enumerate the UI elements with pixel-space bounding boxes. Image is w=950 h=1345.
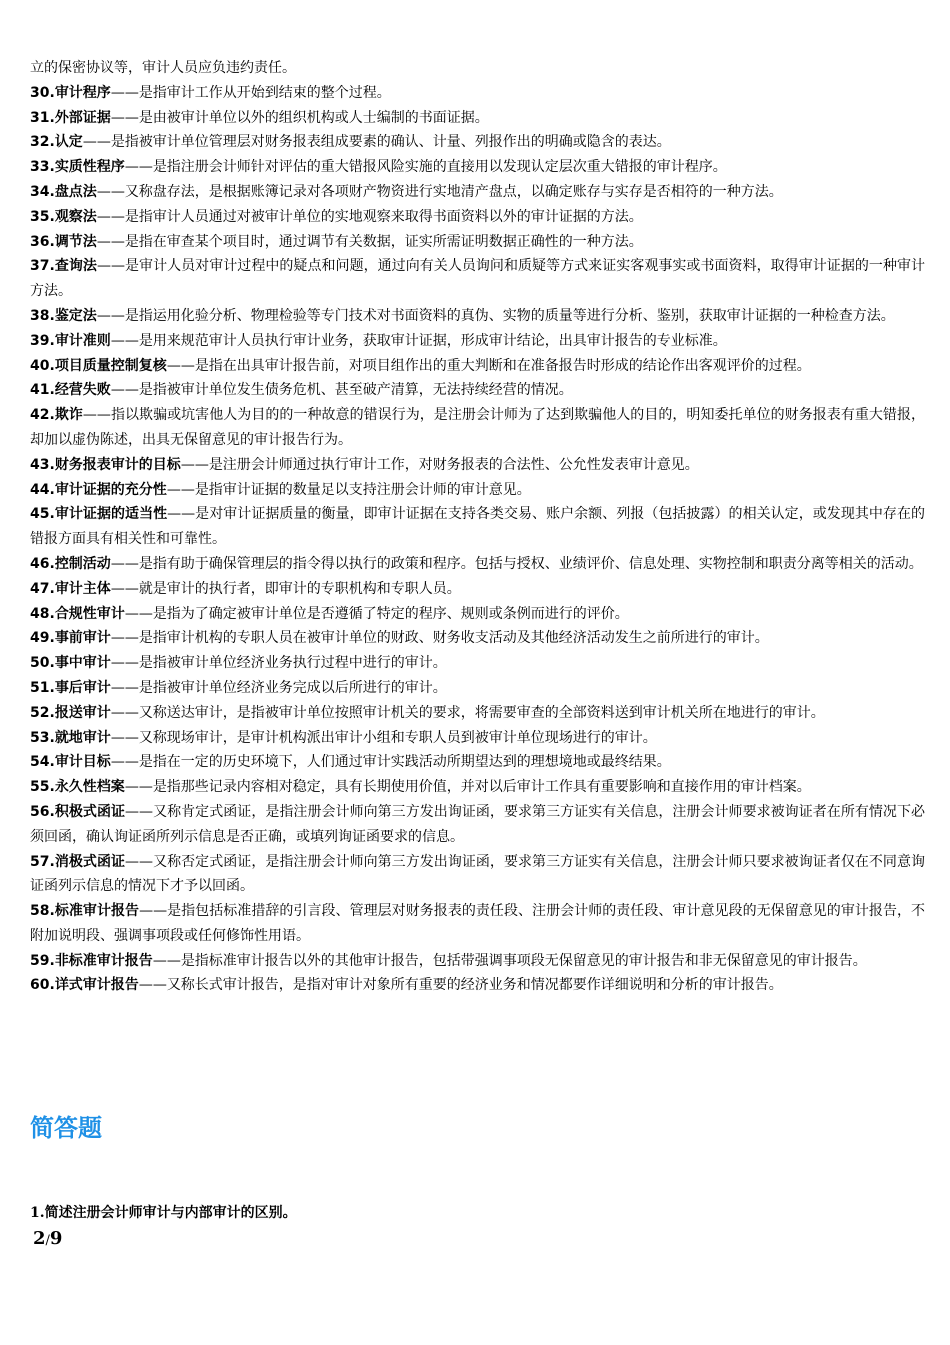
entry-number: 55. — [30, 779, 55, 796]
glossary-entry — [30, 378, 925, 403]
glossary-entry — [30, 502, 925, 552]
entry-definition: ——是指标准审计报告以外的其他审计报告，包括带强调事项段无保留意见的审计报告和非无保留意见的审计报告。 — [152, 952, 867, 969]
glossary-entry — [30, 254, 925, 304]
entry-number: 30. — [30, 84, 55, 101]
entry-definition: ——是指审计证据的数量足以支持注册会计师的审计意见。 — [166, 481, 531, 498]
entry-term: 就地审计 — [54, 729, 111, 746]
entry-definition: ——是指那些记录内容相对稳定，具有长期使用价值，并对以后审计工作具有重要影响和直接作用的审计档案。 — [124, 779, 811, 796]
glossary-entry — [30, 304, 925, 329]
glossary-entry — [30, 478, 925, 503]
entry-definition: ——是指为了确定被审计单位是否遵循了特定的程序、规则或条例而进行的评价。 — [124, 605, 629, 622]
entry-definition: ——是指在审查某个项目时，通过调节有关数据，证实所需证明数据正确性的一种方法。 — [96, 233, 643, 250]
glossary-entry — [30, 329, 925, 354]
glossary-entry — [30, 354, 925, 379]
entry-definition: ——是审计人员对审计过程中的疑点和问题，通过向有关人员询问和质疑等方式来证实客观事实或书面资料，取得审计证据的一种审计方法。 — [30, 258, 926, 300]
entry-definition: ——是指有助于确保管理层的指令得以执行的政策和程序。包括与授权、业绩评价、信息处理、实物控制和职责分离等相关的活动。 — [110, 555, 923, 572]
entry-term: 观察法 — [54, 208, 97, 225]
page-indicator — [33, 1228, 62, 1249]
entry-definition: ——是指包括标准措辞的引言段、管理层对财务报表的责任段、注册会计师的责任段、审计意见段的无保留意见的审计报告，不附加说明段、强调事项段或任何修饰性用语。 — [30, 903, 926, 944]
glossary-entry — [30, 81, 925, 106]
entry-definition: ——是指审计工作从开始到结束的整个过程。 — [110, 84, 391, 101]
entry-number: 54. — [30, 754, 55, 771]
glossary-entry — [30, 949, 925, 974]
glossary-entry — [30, 800, 925, 850]
glossary-entry — [30, 577, 925, 602]
page-total: 9 — [49, 1228, 63, 1249]
entry-definition: ——又称现场审计，是审计机构派出审计小组和专职人员到被审计单位现场进行的审计。 — [110, 729, 657, 746]
entry-term: 控制活动 — [54, 555, 111, 572]
entry-definition: ——是指被审计单位经济业务完成以后所进行的审计。 — [110, 679, 447, 696]
entry-definition: ——是指注册会计师针对评估的重大错报风险实施的直接用以发现认定层次重大错报的审计程序。 — [124, 159, 727, 176]
entry-definition: ——是注册会计师通过执行审计工作，对财务报表的合法性、公允性发表审计意见。 — [180, 456, 699, 473]
entry-definition: ——是指在一定的历史环境下，人们通过审计实践活动所期望达到的理想境地或最终结果。 — [110, 754, 671, 771]
glossary-list — [30, 56, 925, 998]
glossary-entry — [30, 626, 925, 651]
entry-number: 52. — [30, 704, 55, 721]
section-heading: 简答题 — [30, 1114, 102, 1142]
glossary-entry — [30, 403, 925, 453]
entry-number: 59. — [30, 952, 55, 969]
entry-term: 标准审计报告 — [54, 903, 140, 920]
entry-number: 42. — [30, 407, 55, 424]
entries-container — [30, 81, 925, 998]
glossary-entry — [30, 205, 925, 230]
glossary-entry — [30, 775, 925, 800]
entry-number: 51. — [30, 679, 55, 696]
entry-definition: ——又称否定式函证，是指注册会计师向第三方发出询证函，要求第三方证实有关信息，注册会计师只要求被询证者仅在不同意询证函列示信息的情况下才予以回函。 — [30, 853, 926, 895]
entry-definition: ——是指运用化验分析、物理检验等专门技术对书面资料的真伪、实物的质量等进行分析、鉴别，获取审计证据的一种检查方法。 — [96, 307, 895, 324]
entry-term: 外部证据 — [54, 109, 111, 126]
entry-term: 事前审计 — [54, 630, 111, 647]
entry-number: 45. — [30, 506, 55, 523]
entry-number: 48. — [30, 605, 55, 622]
entry-number: 47. — [30, 580, 55, 597]
entry-number: 38. — [30, 307, 55, 324]
entry-term: 审计目标 — [54, 754, 111, 771]
entry-definition: ——指以欺骗或坑害他人为目的的一种故意的错误行为，是注册会计师为了达到欺骗他人的目的，明知委托单位的财务报表有重大错报，却加以虚伪陈述，出具无保留意见的审计报告行为。 — [30, 407, 925, 448]
entry-term: 项目质量控制复核 — [54, 357, 167, 374]
glossary-entry — [30, 130, 925, 155]
question-text: 1.简述注册会计师审计与内部审计的区别。 — [30, 1205, 297, 1221]
entry-definition: ——就是审计的执行者，即审计的专职机构和专职人员。 — [110, 580, 461, 597]
glossary-entry — [30, 552, 925, 577]
entry-number: 46. — [30, 555, 55, 572]
entry-number: 58. — [30, 903, 55, 920]
glossary-entry — [30, 106, 925, 131]
entry-term: 永久性档案 — [54, 779, 125, 796]
entry-term: 查询法 — [54, 258, 97, 275]
entry-number: 39. — [30, 332, 55, 349]
glossary-entry — [30, 155, 925, 180]
entry-definition: ——又称肯定式函证，是指注册会计师向第三方发出询证函，要求第三方证实有关信息，注册会计师要求被询证者在所有情况下必须回函，确认询证函所列示信息是否正确，或填列询证函要求的信息。 — [30, 803, 926, 845]
entry-number: 35. — [30, 208, 55, 225]
entry-term: 审计证据的充分性 — [54, 481, 167, 498]
glossary-entry — [30, 899, 925, 949]
page-separator: / — [45, 1233, 50, 1248]
entry-number: 32. — [30, 134, 55, 151]
entry-definition: ——是指被审计单位管理层对财务报表组成要素的确认、计量、列报作出的明确或隐含的表达。 — [82, 134, 671, 151]
entry-definition: ——是用来规范审计人员执行审计业务，获取审计证据，形成审计结论，出具审计报告的专业标准。 — [110, 332, 727, 349]
entry-number: 43. — [30, 456, 55, 473]
entry-number: 37. — [30, 258, 55, 275]
glossary-entry — [30, 453, 925, 478]
entry-term: 合规性审计 — [54, 605, 125, 622]
entry-term: 审计程序 — [54, 84, 111, 101]
entry-term: 盘点法 — [54, 183, 97, 200]
entry-number: 36. — [30, 233, 55, 250]
entry-term: 审计准则 — [54, 332, 111, 349]
glossary-entry — [30, 602, 925, 627]
entry-term: 审计证据的适当性 — [54, 506, 168, 523]
glossary-entry — [30, 180, 925, 205]
entry-term: 欺诈 — [54, 407, 83, 424]
entry-definition: ——是指审计人员通过对被审计单位的实地观察来取得书面资料以外的审计证据的方法。 — [96, 208, 643, 225]
entry-term: 报送审计 — [54, 704, 111, 721]
entry-number: 50. — [30, 655, 55, 672]
entry-number: 33. — [30, 159, 55, 176]
entry-definition: ——是由被审计单位以外的组织机构或人士编制的书面证据。 — [110, 109, 489, 126]
entry-term: 财务报表审计的目标 — [54, 456, 181, 473]
entry-definition: ——是指被审计单位发生债务危机、甚至破产清算，无法持续经营的情况。 — [110, 382, 573, 399]
entry-number: 31. — [30, 109, 55, 126]
entry-number: 40. — [30, 357, 55, 374]
entry-number: 49. — [30, 630, 55, 647]
entry-term: 非标准审计报告 — [54, 952, 153, 969]
glossary-entry — [30, 973, 925, 998]
entry-term: 认定 — [54, 134, 83, 151]
entry-term: 事中审计 — [54, 655, 111, 672]
entry-definition: ——又称盘存法，是根据账簿记录对各项财产物资进行实地清产盘点，以确定账存与实存是否相符的一种方法。 — [96, 183, 783, 200]
glossary-entry — [30, 651, 925, 676]
glossary-entry — [30, 701, 925, 726]
entry-term: 审计主体 — [54, 580, 111, 597]
entry-term: 鉴定法 — [54, 307, 97, 324]
glossary-entry — [30, 726, 925, 751]
entry-definition: ——是指在出具审计报告前，对项目组作出的重大判断和在准备报告时形成的结论作出客观评价的过程。 — [166, 357, 811, 374]
entry-definition: ——又称送达审计，是指被审计单位按照审计机关的要求，将需要审查的全部资料送到审计机关所在地进行的审计。 — [110, 704, 825, 721]
entry-term: 积极式函证 — [54, 803, 126, 820]
glossary-entry — [30, 230, 925, 255]
entry-number: 41. — [30, 382, 55, 399]
intro-line: 立的保密协议等，审计人员应负违约责任。 — [30, 60, 296, 76]
entry-number: 34. — [30, 183, 55, 200]
page-current: 2 — [33, 1228, 46, 1249]
glossary-entry — [30, 850, 925, 900]
entry-term: 消极式函证 — [54, 853, 126, 870]
entry-term: 详式审计报告 — [54, 977, 139, 994]
glossary-entry — [30, 676, 925, 701]
entry-number: 56. — [30, 803, 55, 820]
entry-definition: ——是指被审计单位经济业务执行过程中进行的审计。 — [110, 655, 447, 672]
entry-definition: ——又称长式审计报告，是指对审计对象所有重要的经济业务和情况都要作详细说明和分析的审计报告。 — [138, 977, 783, 994]
entry-term: 经营失败 — [54, 382, 111, 399]
entry-definition: ——是指审计机构的专职人员在被审计单位的财政、财务收支活动及其他经济活动发生之前所进行的审计。 — [110, 630, 769, 647]
entry-number: 57. — [30, 853, 55, 870]
entry-number: 44. — [30, 481, 55, 498]
entry-number: 53. — [30, 729, 55, 746]
entry-term: 实质性程序 — [54, 159, 125, 176]
entry-term: 事后审计 — [54, 679, 111, 696]
entry-number: 60. — [30, 977, 55, 994]
entry-definition: ——是对审计证据质量的衡量，即审计证据在支持各类交易、账户余额、列报（包括披露）的相关认定，或发现其中存在的错报方面具有相关性和可靠性。 — [30, 506, 926, 548]
glossary-entry — [30, 750, 925, 775]
entry-term: 调节法 — [54, 233, 97, 250]
